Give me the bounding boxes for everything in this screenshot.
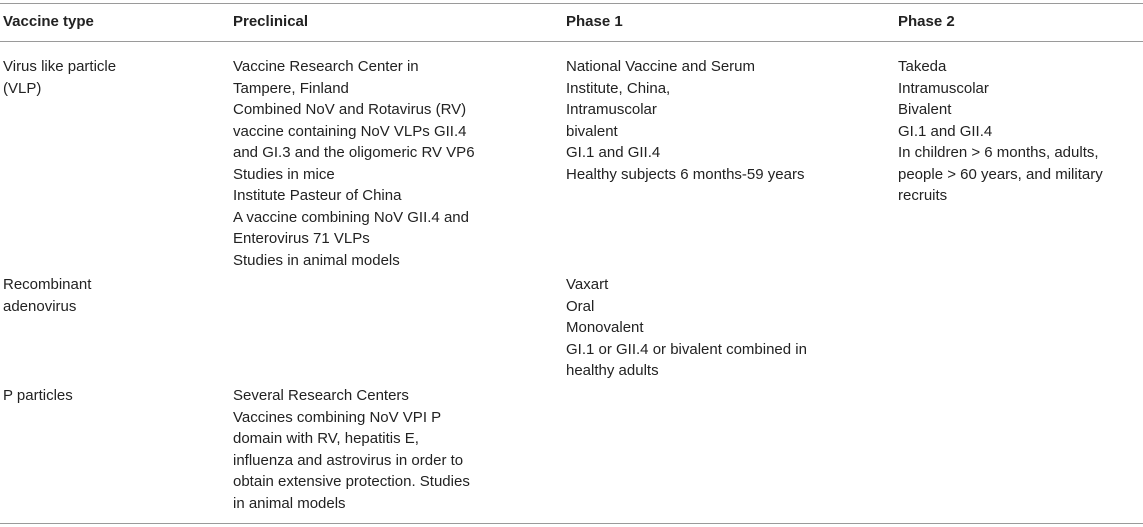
cell-text-line: Vaccine Research Center in xyxy=(233,58,419,75)
cell-text-line: healthy adults xyxy=(566,362,659,379)
cell-text-line: GI.1 and GII.4 xyxy=(566,144,661,161)
cell-text-line: Oral xyxy=(566,297,595,315)
cell-text-line: A vaccine combining NoV GII.4 and xyxy=(233,208,469,226)
cell-text-line: Vaccines combining NoV VPI P xyxy=(233,408,442,426)
cell-text-line: In children > 6 months, adults, xyxy=(898,144,1099,161)
header-vaccine-type: Vaccine type xyxy=(3,13,94,30)
cell-vaccine-type xyxy=(3,56,116,99)
cell-preclinical xyxy=(233,385,470,514)
cell-text-line: influenza and astrovirus in order to xyxy=(233,451,464,469)
cell-text-line: people > 60 years, and military xyxy=(898,165,1103,183)
cell-text-line: obtain extensive protection. Studies xyxy=(233,473,470,490)
table-bottom-rule xyxy=(0,523,1143,524)
cell-text-line: Institute Pasteur of China xyxy=(233,187,402,204)
cell-text-line: (VLP) xyxy=(3,79,42,97)
cell-text-line: Combined NoV and Rotavirus (RV) xyxy=(233,101,467,118)
cell-phase-2 xyxy=(898,56,1103,207)
cell-vaccine-type xyxy=(3,385,73,407)
cell-text-line: Monovalent xyxy=(566,319,644,336)
cell-text-line: in animal models xyxy=(233,494,346,512)
header-phase-1: Phase 1 xyxy=(566,13,623,30)
cell-text-line: GI.1 and GII.4 xyxy=(898,122,993,140)
cell-text-line: Recombinant xyxy=(3,276,92,293)
cell-text-line: Intramuscolar xyxy=(566,101,657,118)
table-top-rule xyxy=(0,3,1143,4)
cell-text-line: and GI.3 and the oligomeric RV VP6 xyxy=(233,144,475,161)
cell-text-line: bivalent xyxy=(566,122,618,140)
cell-text-line: Virus like particle xyxy=(3,58,117,75)
cell-text-line: Studies in mice xyxy=(233,165,335,183)
cell-vaccine-type xyxy=(3,274,91,317)
cell-text-line: Vaxart xyxy=(566,276,609,293)
cell-text-line: Healthy subjects 6 months-59 years xyxy=(566,165,805,183)
cell-text-line: domain with RV, hepatitis E, xyxy=(233,430,419,447)
cell-text-line: GI.1 or GII.4 or bivalent combined in xyxy=(566,340,807,358)
cell-text-line: Several Research Centers xyxy=(233,387,409,404)
table-header-rule xyxy=(0,41,1143,42)
cell-text-line: vaccine containing NoV VLPs GII.4 xyxy=(233,122,467,140)
cell-text-line: Enterovirus 71 VLPs xyxy=(233,230,370,247)
cell-text-line: Institute, China, xyxy=(566,79,671,97)
cell-text-line: P particles xyxy=(3,387,73,404)
cell-text-line: National Vaccine and Serum xyxy=(566,58,755,75)
cell-preclinical xyxy=(233,56,475,271)
header-preclinical: Preclinical xyxy=(233,13,309,30)
cell-text-line: Intramuscolar xyxy=(898,79,989,97)
cell-phase-1 xyxy=(566,274,807,382)
cell-text-line: Studies in animal models xyxy=(233,251,400,269)
cell-text-line: Takeda xyxy=(898,58,947,75)
cell-text-line: recruits xyxy=(898,187,948,204)
cell-phase-1 xyxy=(566,56,804,185)
cell-text-line: Bivalent xyxy=(898,101,952,118)
cell-text-line: Tampere, Finland xyxy=(233,79,349,97)
header-phase-2: Phase 2 xyxy=(898,13,955,30)
cell-text-line: adenovirus xyxy=(3,297,77,315)
